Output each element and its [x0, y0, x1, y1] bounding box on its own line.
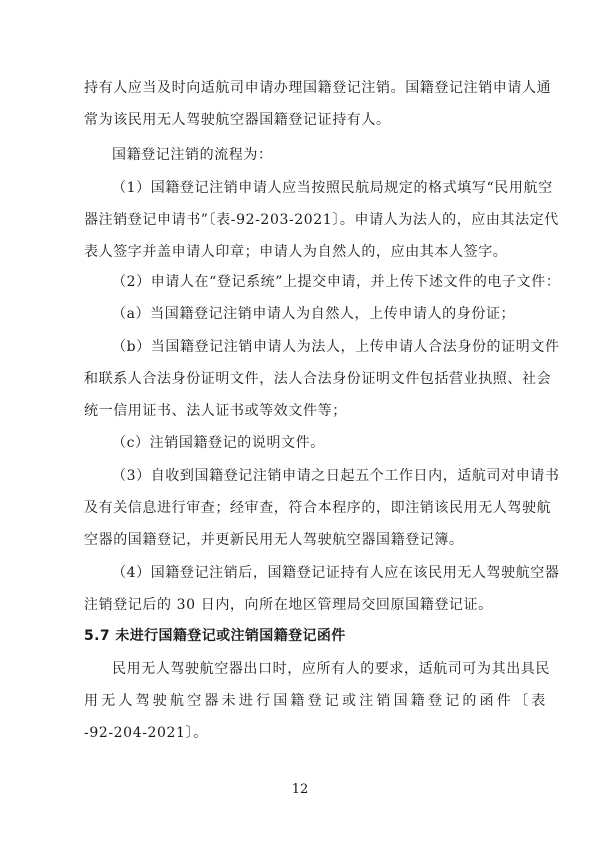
paragraph-line: 空器的国籍登记，并更新民用无人驾驶航空器国籍登记簿。	[84, 532, 464, 548]
paragraph-line: 民用无人驾驶航空器出口时，应所有人的要求，适航司可为其出具民	[112, 661, 550, 677]
paragraph-line: -92-204-2021〕。	[84, 725, 208, 741]
paragraph-line: 及有关信息进行审查；经审查，符合本程序的，即注销该民用无人驾驶航	[84, 500, 552, 516]
paragraph-line: （3）自收到国籍登记注销申请之日起五个工作日内，适航司对申请书	[112, 468, 560, 484]
paragraph-line: 和联系人合法身份证明文件，法人合法身份证明文件包括营业执照、社会	[84, 371, 552, 387]
section-heading	[84, 626, 346, 646]
paragraph-line: （1）国籍登记注销申请人应当按照民航局规定的格式填写“民用航空	[112, 180, 553, 196]
section-title: 未进行国籍登记或注销国籍登记函件	[115, 628, 346, 644]
paragraph-line: 表人签字并盖申请人印章；申请人为自然人的，应由其本人签字。	[84, 244, 508, 260]
paragraph-line: （2）申请人在“登记系统”上提交申请，并上传下述文件的电子文件：	[112, 274, 561, 290]
paragraph-line: （4）国籍登记注销后，国籍登记证持有人应在该民用无人驾驶航空器	[112, 565, 560, 581]
paragraph-line: 注销登记后的 30 日内，向所在地区管理局交回原国籍登记证。	[84, 597, 493, 613]
paragraph-line: 器注销登记申请书”〔表-92-203-2021〕。申请人为法人的，应由其法定代	[84, 212, 559, 228]
paragraph-line: 统一信用证书、法人证书或等效文件等；	[84, 403, 347, 419]
paragraph-line: 国籍登记注销的流程为：	[112, 147, 273, 163]
paragraph-line: 持有人应当及时向适航司申请办理国籍登记注销。国籍登记注销申请人通	[84, 80, 552, 96]
paragraph-line: （b）当国籍登记注销申请人为法人，上传申请人合法身份的证明文件	[112, 339, 560, 355]
paragraph-line: 常为该民用无人驾驶航空器国籍登记证持有人。	[84, 112, 391, 128]
page-number: 12	[291, 782, 309, 797]
section-number: 5.7	[84, 628, 111, 644]
paragraph-line: 用无人驾驶航空器未进行国籍登记或注销国籍登记的函件〔表	[84, 693, 549, 709]
paragraph-line: （c）注销国籍登记的说明文件。	[112, 435, 325, 451]
paragraph-line: （a）当国籍登记注销申请人为自然人，上传申请人的身份证；	[112, 306, 516, 322]
